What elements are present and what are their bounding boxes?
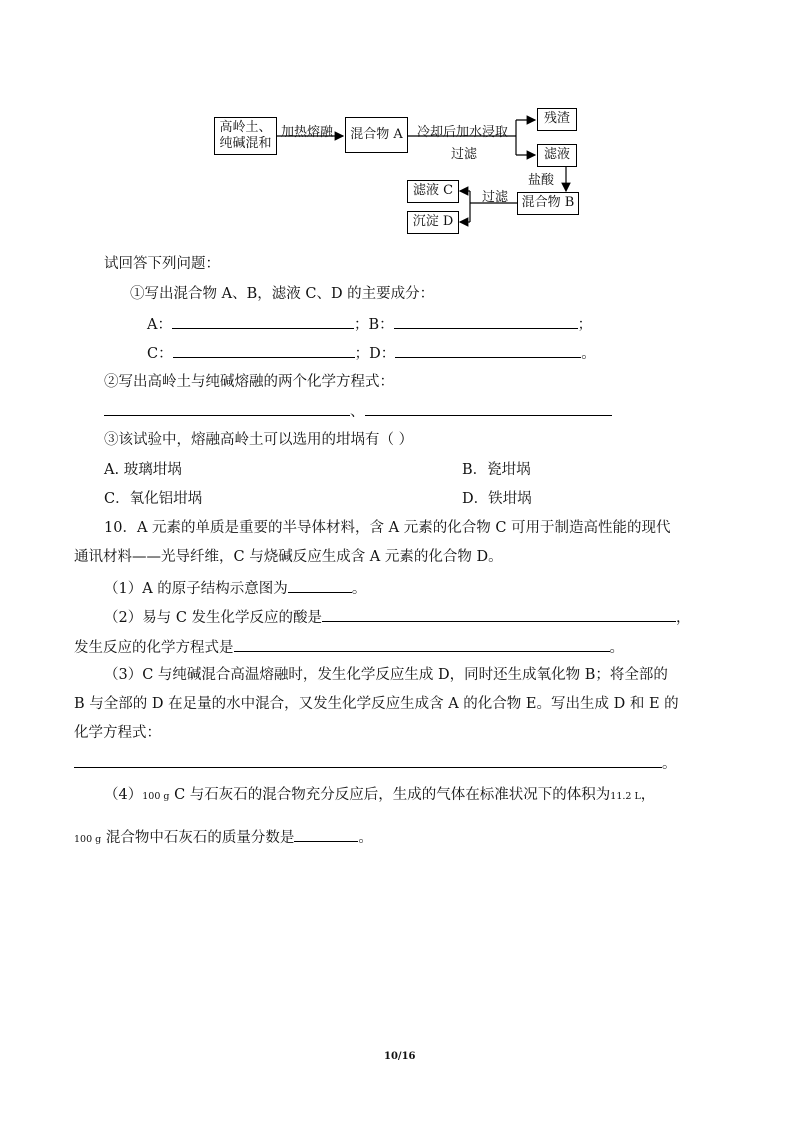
blank-acid[interactable] bbox=[322, 606, 676, 622]
q9-intro: 试回答下列问题： bbox=[104, 256, 220, 272]
sep-semicolon: ； bbox=[577, 317, 593, 333]
blank-equation-2[interactable] bbox=[365, 400, 612, 416]
blank-equation-1[interactable] bbox=[104, 400, 350, 416]
blank-c[interactable] bbox=[173, 342, 355, 358]
box-mixture-a: 混合物 A bbox=[345, 117, 408, 153]
comma-sep: 、 bbox=[350, 404, 365, 420]
box-raw-mixture-line2: 纯碱混和 bbox=[219, 136, 272, 151]
q10-sub2 bbox=[104, 606, 691, 628]
option-c[interactable]: C．氧化铝坩埚 bbox=[104, 491, 203, 507]
q10-sub3-answer bbox=[74, 752, 677, 774]
q10-sub2b-text: 发生反应的化学方程式是 bbox=[74, 640, 234, 656]
q10-sub4-line2 bbox=[74, 826, 373, 850]
q10-sub4-line1 bbox=[104, 785, 655, 807]
q10-sub1 bbox=[104, 577, 366, 599]
box-raw-mixture bbox=[214, 117, 277, 155]
q9-part3: ③该试验中，熔融高岭土可以选用的坩埚有（ ） bbox=[104, 432, 414, 448]
option-d[interactable]: D．铁坩埚 bbox=[462, 491, 532, 507]
q10-sub2-end: ， bbox=[676, 610, 691, 626]
q10-sub3-line3: 化学方程式： bbox=[74, 725, 161, 741]
blank-a[interactable] bbox=[172, 313, 354, 329]
q10-sub4-comma: ， bbox=[640, 787, 656, 803]
arrow-label-filter-1: 过滤 bbox=[451, 147, 478, 162]
blank-atomic-structure[interactable] bbox=[288, 577, 352, 593]
blank-b[interactable] bbox=[394, 313, 578, 329]
arrow-label-heat-melt: 加热熔融 bbox=[281, 125, 334, 140]
q10-sub4-text: C 与石灰石的混合物充分反应后，生成的气体在标准状况下的体积为 bbox=[169, 787, 611, 803]
option-a[interactable]: A. 玻璃坩埚 bbox=[104, 462, 182, 478]
blank-acid-equation[interactable] bbox=[234, 636, 610, 652]
q10-sub3-line1: （3）C 与纯碱混合高温熔融时，发生化学反应生成 D，同时还生成氧化物 B；将全部的 bbox=[104, 667, 668, 683]
box-raw-mixture-line1: 高岭土、 bbox=[219, 120, 272, 135]
label-b: ；B： bbox=[353, 317, 394, 333]
arrow-label-hydrochloric-acid: 盐酸 bbox=[528, 173, 555, 188]
arrow-label-filter-2: 过滤 bbox=[482, 190, 509, 205]
blank-d[interactable] bbox=[395, 342, 581, 358]
q9-ab-line bbox=[147, 313, 592, 335]
q10-sub4-line2-mass: 100 g bbox=[74, 834, 102, 845]
q10-sub2b-end: 。 bbox=[609, 640, 624, 656]
box-filtrate-c: 滤液 C bbox=[407, 180, 459, 203]
blank-d-e-equations[interactable] bbox=[74, 752, 662, 768]
q9-cd-line bbox=[147, 342, 596, 364]
q9-equation-line bbox=[104, 400, 612, 422]
arrow-label-cool-leach: 冷却后加水浸取 bbox=[417, 125, 509, 140]
end-period: 。 bbox=[581, 346, 596, 362]
label-a: A： bbox=[147, 317, 172, 333]
q9-part2: ②写出高岭土与纯碱熔融的两个化学方程式： bbox=[104, 374, 394, 390]
option-b[interactable]: B．瓷坩埚 bbox=[462, 462, 531, 478]
box-filtrate: 滤液 bbox=[537, 144, 577, 167]
box-precipitate-d: 沉淀 D bbox=[407, 211, 459, 234]
q10-line2: 通讯材料——光导纤维，C 与烧碱反应生成含 A 元素的化合物 D。 bbox=[74, 549, 503, 565]
q10-sub4-volume: 11.2 L bbox=[610, 791, 641, 802]
q10-sub4-mass: 100 g bbox=[142, 791, 170, 802]
q10-sub4-prefix: （4） bbox=[104, 787, 143, 803]
box-residue: 残渣 bbox=[537, 108, 577, 131]
blank-mass-fraction[interactable] bbox=[294, 826, 358, 842]
q10-sub1-end: 。 bbox=[351, 581, 367, 597]
q10-sub4-line2-end: 。 bbox=[358, 830, 373, 846]
q10-sub1-text: （1）A 的原子结构示意图为 bbox=[104, 581, 288, 597]
q10-line1: 10．A 元素的单质是重要的半导体材料，含 A 元素的化合物 C 可用于制造高性能的现代 bbox=[104, 520, 671, 536]
q10-sub2-text: （2）易与 C 发生化学反应的酸是 bbox=[104, 610, 323, 626]
label-c: C： bbox=[147, 346, 173, 362]
q9-part1: ①写出混合物 A、B，滤液 C、D 的主要成分： bbox=[130, 286, 435, 302]
label-d: ；D： bbox=[354, 346, 396, 362]
q10-sub2b bbox=[74, 636, 624, 658]
q10-sub3-end: 。 bbox=[662, 756, 677, 772]
q10-sub4-line2-text: 混合物中石灰石的质量分数是 bbox=[101, 830, 295, 846]
q10-sub3-line2: B 与全部的 D 在足量的水中混合，又发生化学反应生成含 A 的化合物 E。写出生成 D 和 E 的 bbox=[74, 696, 679, 712]
page-number: 10/16 bbox=[384, 1051, 416, 1062]
box-mixture-b: 混合物 B bbox=[517, 192, 579, 215]
